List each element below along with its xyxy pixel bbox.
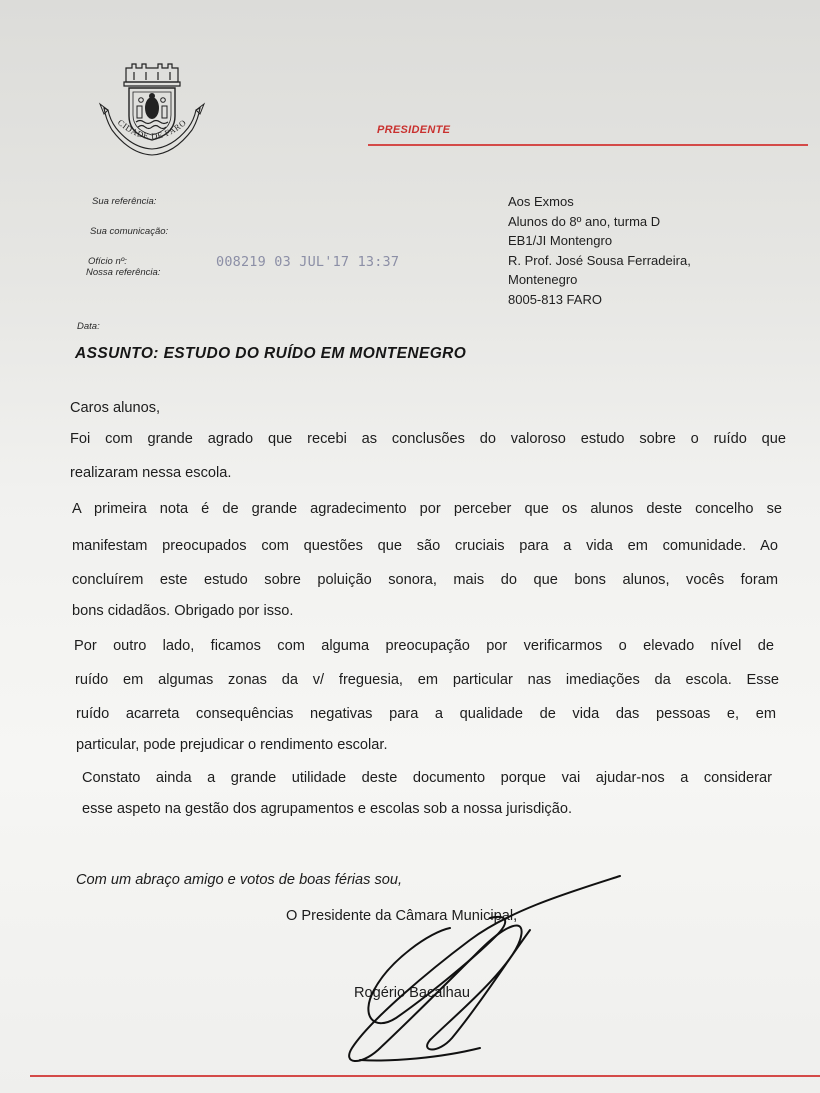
body-line: ruído acarreta consequências negativas para a qualidade de vida das pessoas e, em bbox=[76, 706, 776, 722]
recipient-line: Aos Exmos bbox=[508, 194, 574, 209]
body-line: Foi com grande agrado que recebi as conclusões do valoroso estudo sobre o ruído que bbox=[70, 431, 786, 447]
body-line: realizaram nessa escola. bbox=[70, 465, 232, 481]
recipient-line: R. Prof. José Sousa Ferradeira, bbox=[508, 252, 691, 268]
reference-stamp: 008219 03 JUL'17 13:37 bbox=[216, 254, 400, 270]
handwritten-signature bbox=[330, 870, 630, 1070]
recipient-address bbox=[508, 192, 691, 310]
city-crest-icon bbox=[96, 58, 208, 160]
label-sua-comunicacao: Sua comunicação: bbox=[90, 226, 169, 237]
body-line: ruído em algumas zonas da v/ freguesia, em particular nas imediações da escola. Esse bbox=[75, 672, 779, 688]
body-line: A primeira nota é de grande agradecimento por perceber que os alunos deste concelho se bbox=[72, 501, 782, 517]
body-line: manifestam preocupados com questões que são cruciais para a vida em comunidade. Ao bbox=[72, 538, 778, 554]
label-data: Data: bbox=[77, 321, 100, 332]
footer-rule bbox=[30, 1075, 820, 1077]
body-line: Por outro lado, ficamos com alguma preocupação por verificarmos o elevado nível de bbox=[74, 638, 774, 654]
recipient-line: 8005-813 FARO bbox=[508, 291, 602, 307]
header-rule bbox=[368, 144, 808, 146]
salutation: Caros alunos, bbox=[70, 400, 161, 416]
body-line: concluírem este estudo sobre poluição sonora, mais do que bons alunos, vocês foram bbox=[72, 572, 778, 588]
recipient-line: EB1/JI Montengro bbox=[508, 233, 613, 249]
label-sua-referencia: Sua referência: bbox=[92, 196, 157, 207]
closing-line: Com um abraço amigo e votos de boas férias sou, bbox=[76, 872, 403, 888]
subject-line: ASSUNTO: ESTUDO DO RUÍDO EM MONTENEGRO bbox=[75, 345, 467, 362]
body-line: Constato ainda a grande utilidade deste documento porque vai ajudar-nos a considerar bbox=[82, 770, 772, 786]
recipient-line: Alunos do 8º ano, turma D bbox=[508, 213, 661, 229]
svg-text:CIDADE DE FARO bbox=[116, 117, 188, 141]
signer-name: Rogério Bacalhau bbox=[354, 985, 471, 1001]
label-nossa-referencia: Nossa referência: bbox=[86, 267, 161, 278]
recipient-line: Montenegro bbox=[508, 272, 578, 288]
office-heading: PRESIDENTE bbox=[377, 124, 451, 136]
body-line: esse aspeto na gestão dos agrupamentos e escolas sob a nossa jurisdição. bbox=[82, 801, 573, 817]
body-line: bons cidadãos. Obrigado por isso. bbox=[72, 603, 294, 619]
label-oficio: Ofício nº: bbox=[88, 256, 127, 267]
signer-title: O Presidente da Câmara Municipal, bbox=[286, 908, 518, 924]
crest-motto: CIDADE DE FARO bbox=[115, 117, 189, 142]
body-line: particular, pode prejudicar o rendimento escolar. bbox=[76, 737, 388, 753]
